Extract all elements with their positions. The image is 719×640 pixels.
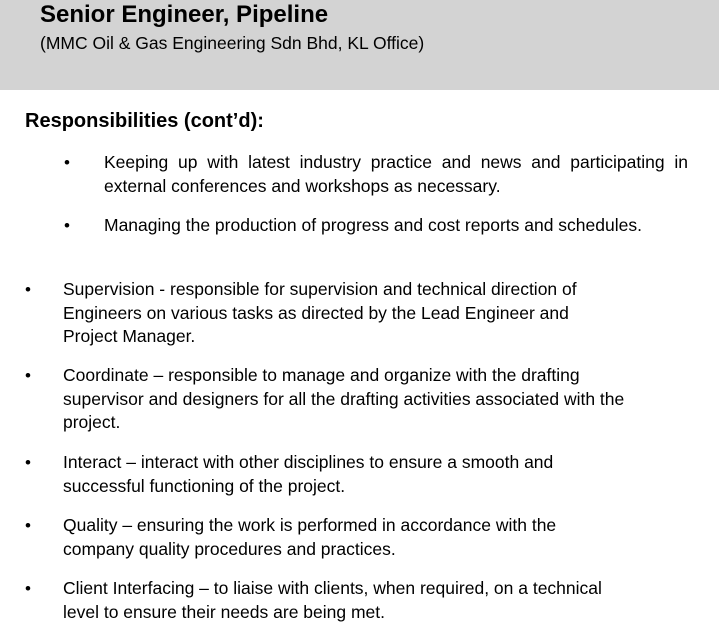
header-banner — [0, 0, 719, 90]
list-item — [25, 364, 708, 435]
bullet-icon: • — [64, 153, 70, 172]
list-item-text: Quality – ensuring the work is performed in accordance with the company quality procedures and practices. — [63, 515, 557, 559]
list-item — [64, 151, 688, 198]
bullet-icon: • — [25, 516, 31, 535]
list-item-text: Supervision - responsible for supervision and technical direction of Engineers on various tasks as directed by the Lead Engineer and Project Manager. — [63, 279, 577, 346]
list-item-text: Client Interfacing – to liaise with clients, when required, on a technical level to ensure their needs are being met. — [63, 578, 602, 622]
list-item-text: Keeping up with latest industry practice and news and participating in external conferences and workshops as necessary. — [104, 152, 688, 196]
section-title: Responsibilities (cont’d): — [25, 110, 264, 132]
bullet-icon: • — [25, 280, 31, 299]
bullet-icon: • — [25, 579, 31, 598]
list-item — [25, 577, 708, 624]
bullet-icon: • — [25, 453, 31, 472]
bullet-icon: • — [64, 216, 70, 235]
list-item-text: Managing the production of progress and cost reports and schedules. — [104, 215, 642, 235]
bullet-icon: • — [25, 366, 31, 385]
company-name: (MMC Oil & Gas Engineering Sdn Bhd, KL Office) — [40, 33, 425, 53]
list-item-text: Coordinate – responsible to manage and organize with the drafting supervisor and designers for all the drafting activities associated with the project. — [63, 365, 625, 432]
job-title: Senior Engineer, Pipeline — [40, 1, 329, 28]
list-item — [25, 278, 708, 349]
list-item — [25, 451, 708, 498]
list-item-text: Interact – interact with other disciplines to ensure a smooth and successful functioning of the project. — [63, 452, 554, 496]
list-item — [64, 214, 688, 238]
list-item — [25, 514, 708, 561]
